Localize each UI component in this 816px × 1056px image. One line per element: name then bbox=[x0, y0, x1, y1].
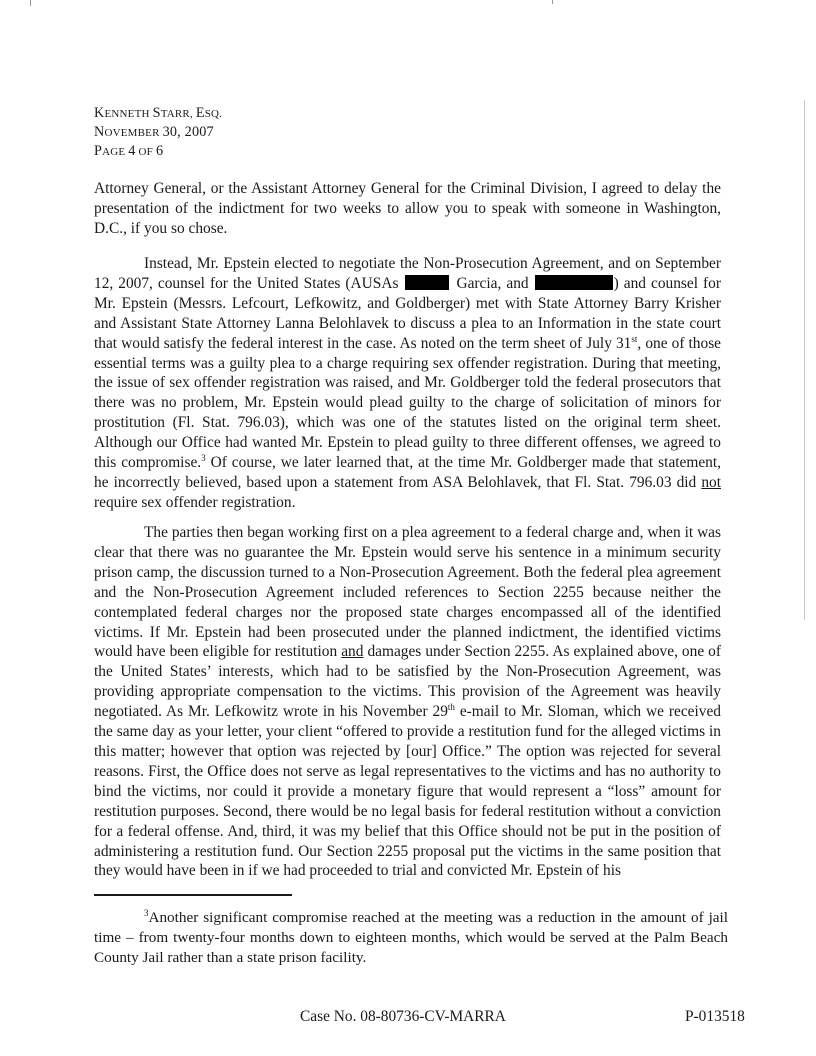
bates-number: P-013518 bbox=[685, 1008, 745, 1025]
footnote-divider bbox=[94, 894, 292, 896]
footnote-marker: 3 bbox=[144, 908, 149, 918]
case-number: Case No. 08-80736-CV-MARRA bbox=[300, 1008, 506, 1025]
date-line: NOVEMBER 30, 2007 bbox=[94, 124, 214, 140]
scan-artifact bbox=[552, 0, 553, 4]
addressee-line: KENNETH STARR, ESQ. bbox=[94, 105, 223, 121]
paragraph-negotiation: Instead, Mr. Epstein elected to negotiate the Non-Prosecution Agreement, and on September 12, 2007, counsel for the United States (AUSAs Garcia, and ) and counsel for Mr. Epstein (Messrs. Lefcourt, Lefkowitz, and Goldberger) met with State Attorney Barry Krisher and Assistant State Attorney Lanna Belohlavek to discuss a plea to an Information in the state court that would satisfy the federal interest in the case. As noted on the term sheet of July 31st, one of those essential terms was a guilty plea to a charge requiring sex offender registration. During that meeting, the issue of sex offender registration was raised, and Mr. Goldberger told the federal prosecutors that there was no problem, Mr. Epstein would plead guilty to the charge of solicitation of minors for prostitution (Fl. Stat. 796.03), which was one of the statutes listed on the original term sheet. Although our Office had wanted Mr. Epstein to plead guilty to three different offenses, we agreed to this compromise.$^3$ Of course, we later learned that, at the time Mr. Goldberger made that statement, he incorrectly believed, based upon a statement from ASA Belohlavek, that Fl. Stat. 796.03 did not require sex offender registration. bbox=[94, 255, 722, 511]
footnote-reference: 3 bbox=[201, 453, 206, 464]
letter-header bbox=[94, 104, 222, 161]
scan-artifact bbox=[30, 0, 31, 6]
scan-edge-shadow bbox=[804, 100, 805, 620]
paragraph-restitution: The parties then began working first on a plea agreement to a federal charge and, when it was clear that there was no guarantee the Mr. Epstein would serve his sentence in a minimum security prison camp, the discussion turned to a Non-Prosecution Agreement. Both the federal plea agreement and the Non-Prosecution Agreement included references to Section 2255 because neither the contemplated federal charges nor the proposed state charges encompassed all of the identified victims. If Mr. Epstein had been prosecuted under the planned indictment, the identified victims would have been eligible for restitution and damages under Section 2255. As explained above, one of the United States’ interests, which had to be satisfied by the Non-Prosecution Agreement, was providing appropriate compensation to the victims. This provision of the Agreement was heavily negotiated. As Mr. Lefkowitz wrote in his November 29th e-mail to Mr. Sloman, which we received the same day as your letter, your client “offered to provide a restitution fund for the alleged victims in this matter; however that option was rejected by [our] Office.” The option was rejected for several reasons. First, the Office does not serve as legal representatives to the victims and has no authority to bind the victims, nor could it provide a monetary figure that would represent a “loss” amount for restitution purposes. Second, there would be no legal basis for federal restitution without a conviction for a federal offense. And, third, it was my belief that this Office should not be put in the position of administering a restitution fund. Our Section 2255 proposal put the victims in the same position that they would have been in if we had proceeded to trial and convicted Mr. Epstein of his bbox=[94, 524, 721, 880]
footnote: $^3$Another significant compromise reached at the meeting was a reduction in the amount of jail time – from twenty-four months down to eighteen months, which would be served at the Palm Beach County Jail rather than a state prison facility. bbox=[94, 908, 728, 966]
page-number-line: PAGE 4 OF 6 bbox=[94, 143, 164, 159]
redaction-block bbox=[535, 275, 613, 290]
paragraph-continuation: Attorney General, or the Assistant Attorney General for the Criminal Division, I agreed to delay the presentation of the indictment for two weeks to allow you to speak with someone in Washington, D.C., if you so chose. bbox=[94, 180, 721, 237]
redaction-block bbox=[405, 275, 449, 290]
